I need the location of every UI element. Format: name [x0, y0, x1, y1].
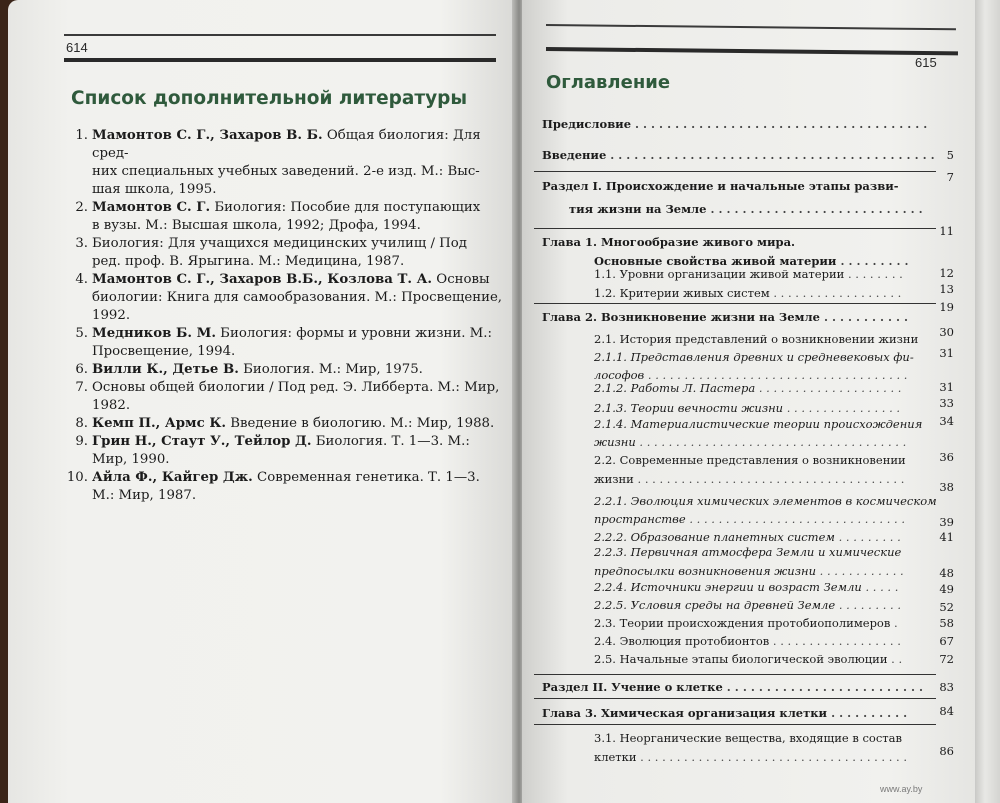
toc-entry — [594, 750, 907, 764]
toc-entry — [594, 472, 904, 486]
entry-text: Современная генетика. Т. 1—3. — [252, 470, 480, 485]
toc-entry-text: 1.2. Критерии живых систем — [594, 286, 770, 300]
toc-page-number: 39 — [939, 515, 954, 529]
toc-entry-text: жизни — [594, 435, 636, 449]
toc-entry-text: 2.2.1. Эволюция химических элементов в космическом — [594, 494, 937, 508]
toc-entry — [542, 310, 908, 324]
toc-entry-text: 2.1.4. Материалистические теории происхождения — [594, 417, 923, 431]
entry-text: биологии: Книга для самообразования. М.: Просвещение, — [92, 290, 503, 305]
bibliography-entry — [64, 379, 504, 415]
toc-page-number: 11 — [939, 224, 954, 238]
entry-text: М.: Мир, 1987. — [92, 488, 197, 503]
bibliography-entry — [64, 325, 504, 361]
leader-dots: . . . . . . . . — [844, 267, 903, 281]
entry-text: Биология: формы и уровни жизни. М.: — [215, 326, 492, 341]
entry-text: Общая биология: Для сред- — [92, 128, 481, 161]
entry-line — [92, 217, 504, 235]
left-page — [8, 0, 516, 803]
entry-author: Вилли К., Детье В. — [92, 362, 239, 377]
toc-entry — [594, 381, 901, 395]
bibliography-entry — [64, 199, 504, 235]
bibliography-list — [64, 127, 504, 505]
entry-line — [92, 127, 504, 163]
toc-entry — [594, 731, 902, 745]
toc-page-number: 67 — [939, 634, 954, 648]
table-of-contents — [522, 0, 982, 803]
entry-text: Основы — [432, 272, 490, 287]
toc-page-number: 84 — [939, 704, 954, 718]
toc-entry — [594, 494, 937, 508]
toc-page-number: 38 — [939, 480, 954, 494]
leader-dots: . . . . . . . . . . . . . . . . . . . . . . . . . — [722, 680, 923, 694]
bibliography-entry — [64, 127, 504, 199]
leader-dots: . . . . . . . . . . . . . . . . . . . . . . . . . . . . . . . . . . . . . — [636, 750, 908, 764]
entry-number: 9. — [75, 434, 88, 449]
toc-page-number: 19 — [939, 300, 954, 314]
toc-entry — [594, 435, 906, 449]
toc-page-number: 52 — [939, 600, 954, 614]
toc-separator — [534, 228, 936, 229]
toc-title: Оглавление — [546, 72, 671, 93]
toc-separator — [534, 171, 936, 172]
toc-page-number: 13 — [939, 282, 954, 296]
toc-entry-text: 2.3. Теории происхождения протобиополимеров — [594, 616, 891, 630]
bibliography-entry — [64, 469, 504, 505]
toc-entry — [594, 401, 900, 415]
entry-number: 7. — [75, 380, 88, 395]
toc-page-number: 83 — [939, 680, 954, 694]
toc-entry — [542, 179, 899, 193]
toc-entry-text: жизни — [594, 472, 634, 486]
toc-entry-text: Основные свойства живой материи — [594, 254, 837, 268]
toc-page-number: 31 — [939, 346, 954, 360]
toc-entry-text: 2.2. Современные представления о возникновении — [594, 453, 906, 467]
header-rule — [64, 34, 496, 36]
entry-author: Грин Н., Стаут У., Тейлор Д. — [92, 434, 312, 449]
entry-line — [92, 271, 504, 289]
toc-page-number: 12 — [939, 266, 954, 280]
leader-dots: . . . . . . . . . . . . — [815, 564, 904, 578]
toc-entry — [594, 545, 901, 559]
toc-entry — [594, 254, 909, 268]
toc-entry — [594, 530, 901, 544]
toc-entry-text: 2.2.2. Образование планетных систем — [594, 530, 835, 544]
page-number: 615 — [915, 55, 937, 70]
toc-page-number: 30 — [939, 325, 954, 339]
toc-entry — [594, 512, 905, 526]
toc-separator — [534, 698, 936, 699]
leader-dots: . . . . . . . . . . . . . . . . . . . . . . . . . . . . . . — [685, 512, 906, 526]
toc-entry — [594, 267, 903, 281]
toc-entry — [542, 117, 927, 131]
toc-entry — [594, 580, 898, 594]
toc-page-number: 41 — [939, 530, 954, 544]
toc-entry — [594, 286, 901, 300]
entry-line — [92, 451, 504, 469]
toc-entry-text: лософов — [594, 368, 645, 382]
entry-line — [92, 397, 504, 415]
leader-dots: . . . . . . . . . — [835, 598, 901, 612]
entry-text: Биология. М.: Мир, 1975. — [238, 362, 423, 377]
toc-page-number: 48 — [939, 566, 954, 580]
page-edges — [975, 0, 1000, 803]
entry-text: Мир, 1990. — [92, 452, 170, 467]
entry-number: 3. — [75, 236, 88, 251]
toc-entry — [594, 634, 901, 648]
leader-dots: . . — [887, 652, 903, 666]
toc-page-number: 49 — [939, 582, 954, 596]
entry-number: 10. — [66, 470, 88, 485]
toc-page-number: 7 — [946, 170, 954, 184]
toc-entry-text: пространстве — [594, 512, 686, 526]
header-rule-thick — [64, 58, 496, 62]
toc-entry — [594, 564, 904, 578]
leader-dots: . . . . . . . . . . . . . . . . . . . . . . . . . . . . . . . . . . . . . . . . . — [606, 148, 935, 162]
toc-entry-text: Предисловие — [542, 117, 632, 131]
toc-entry-text: 2.2.5. Условия среды на древней Земле — [594, 598, 836, 612]
bibliography-entry — [64, 361, 504, 379]
toc-separator — [534, 724, 936, 725]
toc-entry-text: Раздел I. Происхождение и начальные этапы разви- — [542, 179, 899, 193]
leader-dots: . — [890, 616, 898, 630]
entry-line — [92, 361, 504, 379]
toc-page-number: 34 — [939, 414, 954, 428]
entry-text: Просвещение, 1994. — [92, 344, 236, 359]
toc-entry-text: клетки — [594, 750, 637, 764]
toc-entry-text: 3.1. Неорганические вещества, входящие в состав — [594, 731, 902, 745]
toc-entry — [542, 235, 795, 249]
bibliography-entry — [64, 271, 504, 325]
entry-line — [92, 163, 504, 181]
toc-entry — [542, 148, 935, 162]
toc-entry — [594, 417, 922, 431]
toc-page-number: 5 — [946, 148, 954, 162]
leader-dots: . . . . . . . . . . . . . . . . — [783, 401, 901, 415]
toc-entry — [594, 350, 914, 364]
entry-author: Айла Ф., Кайгер Дж. — [92, 470, 253, 485]
toc-entry-text: 2.1.1. Представления древних и средневековых фи- — [594, 350, 914, 364]
toc-entry-text: 1.1. Уровни организации живой материи — [594, 267, 845, 281]
toc-entry — [594, 598, 901, 612]
entry-text: Основы общей биологии / Под ред. Э. Либберта. М.: Мир, — [92, 380, 500, 395]
entry-text: 1992. — [92, 308, 131, 323]
toc-entry — [542, 680, 923, 694]
entry-text: шая школа, 1995. — [92, 182, 217, 197]
toc-page-number: 33 — [939, 396, 954, 410]
entry-number: 5. — [75, 326, 88, 341]
entry-text: Биология: Пособие для поступающих — [210, 200, 481, 215]
leader-dots: . . . . . . . . . — [834, 530, 901, 544]
entry-author: Кемп П., Армс К. — [92, 416, 227, 431]
entry-line — [92, 379, 504, 397]
toc-entry-text: Введение — [542, 148, 607, 162]
entry-author: Мамонтов С. Г., Захаров В.Б., Козлова Т. А. — [92, 272, 433, 287]
entry-line — [92, 307, 504, 325]
toc-entry-text: 2.1.2. Работы Л. Пастера — [594, 381, 756, 395]
entry-line — [92, 199, 504, 217]
entry-line — [92, 289, 504, 307]
entry-author: Мамонтов С. Г., Захаров В. Б. — [92, 128, 323, 143]
entry-number: 4. — [75, 272, 88, 287]
page-title: Список дополнительной литературы — [71, 88, 468, 109]
bibliography-entry — [64, 415, 504, 433]
toc-entry-text: 2.1. История представлений о возникновении жизни — [594, 332, 919, 346]
entry-line — [92, 235, 504, 253]
toc-entry-text: 2.2.4. Источники энергии и возраст Земли — [594, 580, 862, 594]
toc-entry-text: 2.2.3. Первичная атмосфера Земли и химические — [594, 545, 902, 559]
entry-line — [92, 253, 504, 271]
leader-dots: . . . . . . . . . . . . . . . . . . . . . . . . . . . — [706, 202, 923, 216]
toc-page-number: 36 — [939, 450, 954, 464]
toc-entry-text: тия жизни на Земле — [569, 202, 707, 216]
bibliography-entry — [64, 433, 504, 469]
toc-page-number: 58 — [939, 616, 954, 630]
toc-page-number: 86 — [939, 744, 954, 758]
leader-dots: . . . . . . . . . . . . . . . . . . . . . . . . . . . . . . . . . . . . . — [631, 117, 928, 131]
toc-entry-text: Глава 2. Возникновение жизни на Земле — [542, 310, 820, 324]
entry-author: Мамонтов С. Г. — [92, 200, 211, 215]
entry-line — [92, 343, 504, 361]
entry-line — [92, 433, 504, 451]
watermark: www.ay.by — [880, 784, 923, 794]
toc-page-number: 72 — [939, 652, 954, 666]
toc-entry-text: 2.1.3. Теории вечности жизни — [594, 401, 784, 415]
toc-entry-text: Глава 1. Многообразие живого мира. — [542, 235, 796, 249]
entry-line — [92, 415, 504, 433]
entry-line — [92, 181, 504, 199]
toc-entry — [594, 332, 918, 346]
leader-dots: . . . . . . . . . — [836, 254, 909, 268]
page-number: 614 — [66, 40, 88, 55]
toc-entry-text: 2.5. Начальные этапы биологической эволюции — [594, 652, 888, 666]
toc-entry-text: Глава 3. Химическая организация клетки — [542, 706, 828, 720]
bibliography-entry — [64, 235, 504, 271]
toc-separator — [534, 303, 936, 304]
entry-text: 1982. — [92, 398, 131, 413]
leader-dots: . . . . . . . . . . . . . . . . . . — [769, 634, 901, 648]
entry-line — [92, 325, 504, 343]
toc-page-number: 31 — [939, 380, 954, 394]
toc-entry-text: 2.4. Эволюция протобионтов — [594, 634, 770, 648]
entry-line — [92, 469, 504, 487]
entry-author: Медников Б. М. — [92, 326, 216, 341]
toc-entry — [569, 202, 923, 216]
toc-entry — [542, 706, 907, 720]
toc-entry — [594, 453, 906, 467]
entry-number: 1. — [75, 128, 88, 143]
toc-entry-text: Раздел II. Учение о клетке — [542, 680, 723, 694]
entry-text: в вузы. М.: Высшая школа, 1992; Дрофа, 1994. — [92, 218, 421, 233]
toc-entry-text: предпосылки возникновения жизни — [594, 564, 816, 578]
leader-dots: . . . . . . . . . . . . . . . . . . — [769, 286, 902, 300]
entry-text: Биология. Т. 1—3. М.: — [311, 434, 470, 449]
right-page — [522, 0, 982, 803]
toc-separator — [534, 674, 936, 675]
entry-text: Введение в биологию. М.: Мир, 1988. — [226, 416, 495, 431]
toc-entry — [594, 616, 898, 630]
leader-dots: . . . . . . . . . . — [827, 706, 908, 720]
leader-dots: . . . . . . . . . . . . . . . . . . . . . . . . . . . . . . . . . . . . . — [633, 472, 905, 486]
entry-text: них специальных учебных заведений. 2-е изд. М.: Выс- — [92, 164, 480, 179]
leader-dots: . . . . . . . . . . . . . . . . . . . . — [755, 381, 902, 395]
toc-entry — [594, 652, 902, 666]
entry-line — [92, 487, 504, 505]
toc-entry — [594, 368, 907, 382]
entry-number: 8. — [75, 416, 88, 431]
leader-dots: . . . . . — [861, 580, 899, 594]
entry-number: 2. — [75, 200, 88, 215]
leader-dots: . . . . . . . . . . . . . . . . . . . . . . . . . . . . . . . . . . . . . — [635, 435, 907, 449]
entry-text: Биология: Для учащихся медицинских училищ / Под — [92, 236, 467, 251]
leader-dots: . . . . . . . . . . . — [819, 310, 909, 324]
entry-text: ред. проф. В. Ярыгина. М.: Медицина, 1987. — [92, 254, 405, 269]
entry-number: 6. — [75, 362, 88, 377]
leader-dots: . . . . . . . . . . . . . . . . . . . . . . . . . . . . . . . . . . . . — [644, 368, 908, 382]
